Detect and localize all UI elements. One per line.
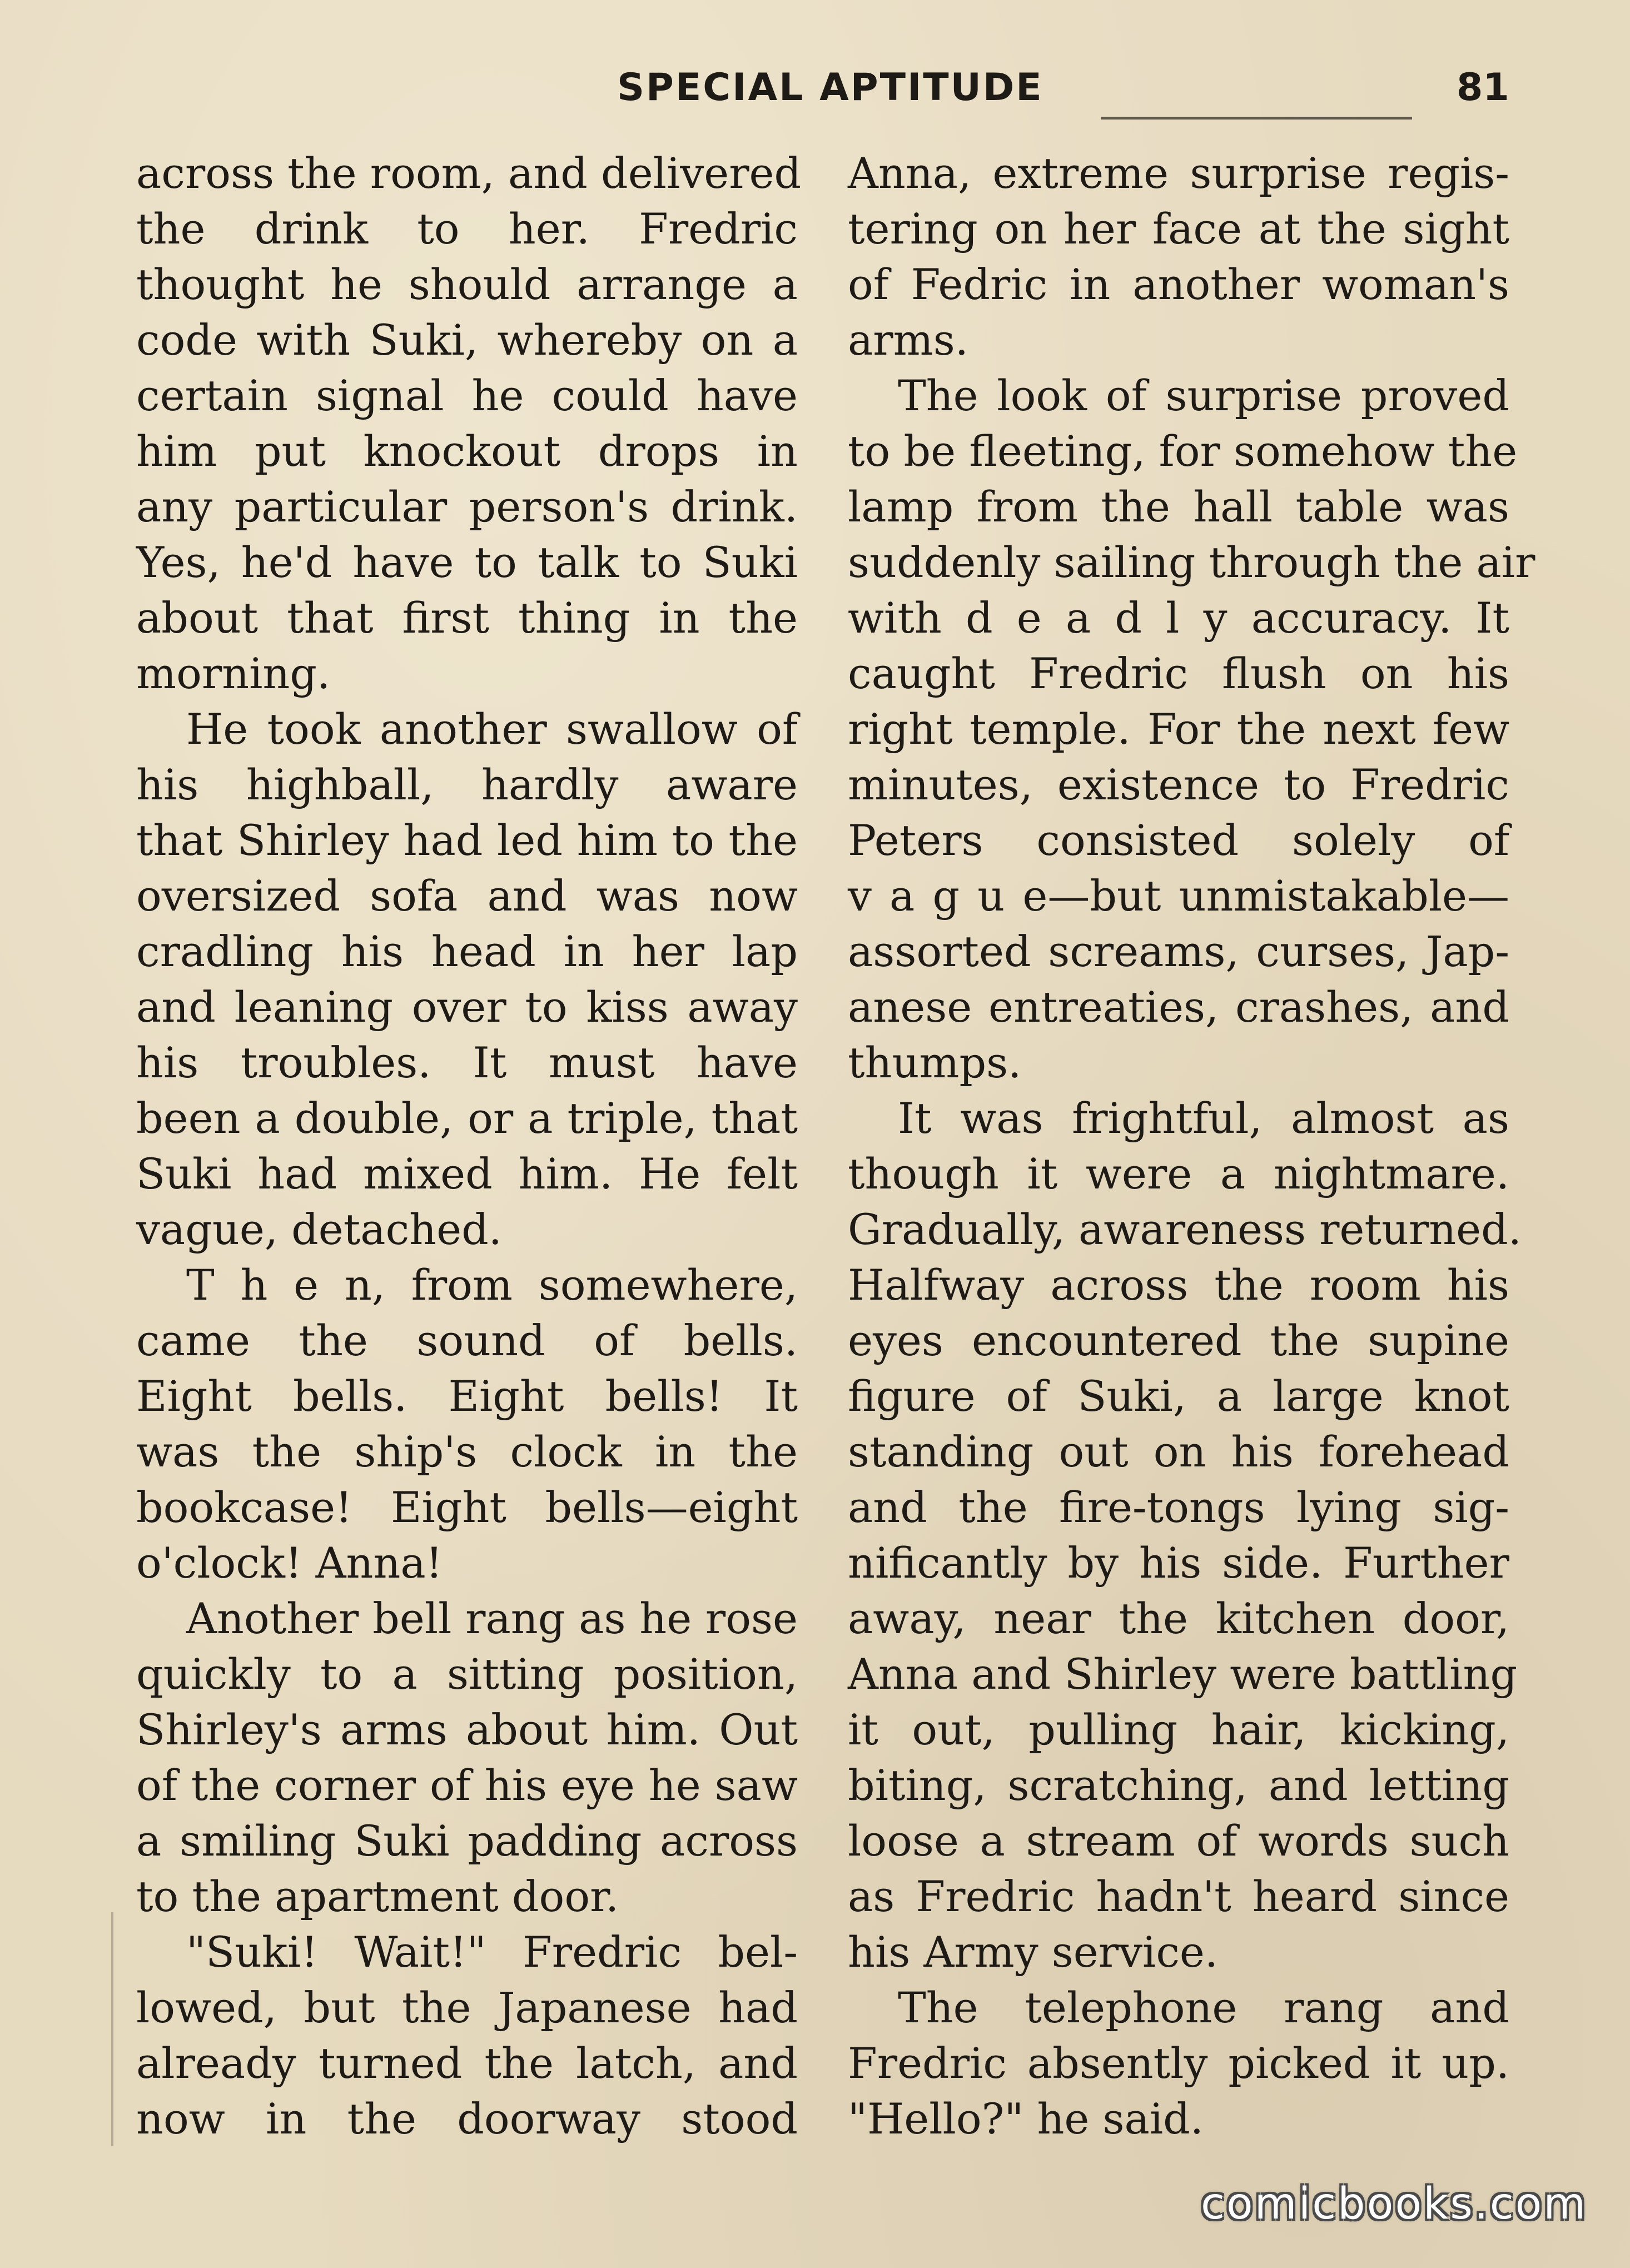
text-line: Peters consisted solely of xyxy=(848,815,1509,865)
text-line: lowed, but the Japanese had xyxy=(136,1983,798,2032)
text-line: Suki had mixed him. He felt xyxy=(136,1149,798,1198)
text-line: "Suki! Wait!" Fredric bel- xyxy=(186,1927,798,1977)
text-line: The telephone rang and xyxy=(898,1983,1509,2032)
text-line: Anna and Shirley were battling xyxy=(848,1649,1518,1699)
text-line: though it were a nightmare. xyxy=(848,1149,1509,1198)
text-line: o'clock! Anna! xyxy=(136,1538,443,1588)
text-line: nificantly by his side. Further xyxy=(848,1538,1509,1588)
text-line: Another bell rang as he rose xyxy=(186,1594,798,1643)
text-line: anese entreaties, crashes, and xyxy=(848,982,1509,1032)
text-line: thought he should arrange a xyxy=(136,260,798,309)
text-line: suddenly sailing through the air xyxy=(848,538,1535,587)
text-line: vague, detached. xyxy=(136,1205,502,1254)
text-line: thumps. xyxy=(848,1038,1022,1087)
text-line: about that first thing in the xyxy=(136,593,798,643)
text-line: eyes encountered the supine xyxy=(848,1316,1509,1365)
text-line: of the corner of his eye he saw xyxy=(136,1760,798,1810)
text-line: oversized sofa and was now xyxy=(136,871,798,921)
text-line: the drink to her. Fredric xyxy=(136,204,798,253)
text-line: cradling his head in her lap xyxy=(136,927,798,976)
text-line: tering on her face at the sight xyxy=(848,204,1509,253)
gutter-mark xyxy=(111,1912,113,2146)
text-line: bookcase! Eight bells—eight xyxy=(136,1483,798,1532)
text-line: Shirley's arms about him. Out xyxy=(136,1705,798,1754)
text-line: already turned the latch, and xyxy=(136,2038,798,2088)
text-line: certain signal he could have xyxy=(136,371,798,420)
text-line: that Shirley had led him to the xyxy=(136,815,798,865)
text-line: It was frightful, almost as xyxy=(898,1093,1509,1143)
text-line: came the sound of bells. xyxy=(136,1316,798,1365)
text-line: with d e a d l y accuracy. It xyxy=(848,593,1509,643)
text-line: to be fleeting, for somehow the xyxy=(848,426,1518,476)
text-line: Gradually, awareness returned. xyxy=(848,1205,1522,1254)
text-line: figure of Suki, a large knot xyxy=(848,1371,1509,1421)
text-line: Yes, he'd have to talk to Suki xyxy=(136,538,798,587)
text-line: right temple. For the next few xyxy=(848,704,1509,754)
text-line: minutes, existence to Fredric xyxy=(848,760,1509,809)
text-line: morning. xyxy=(136,649,331,698)
text-line: standing out on his forehead xyxy=(848,1427,1509,1476)
page-number: 81 xyxy=(1457,66,1509,110)
text-line: his troubles. It must have xyxy=(136,1038,798,1087)
text-line: Eight bells. Eight bells! It xyxy=(136,1371,798,1421)
right-column xyxy=(848,146,1535,2147)
text-line: his highball, hardly aware xyxy=(136,760,798,809)
text-line: He took another swallow of xyxy=(186,704,798,754)
text-line: "Hello?" he said. xyxy=(848,2094,1204,2143)
text-line: loose a stream of words such xyxy=(848,1816,1509,1866)
text-line: Anna, extreme surprise regis- xyxy=(848,148,1509,198)
text-line: been a double, or a triple, that xyxy=(136,1093,798,1143)
site-watermark: comicbooks.com xyxy=(1201,2179,1588,2229)
text-line: across the room, and delivered xyxy=(136,148,802,198)
text-line: now in the doorway stood xyxy=(136,2094,798,2143)
text-line: him put knockout drops in xyxy=(136,426,798,476)
text-line: and the fire-tongs lying sig- xyxy=(848,1483,1509,1532)
text-line: v a g u e—but unmistakable— xyxy=(848,871,1509,921)
text-line: code with Suki, whereby on a xyxy=(136,315,798,365)
text-line: Fredric absently picked it up. xyxy=(848,2038,1509,2088)
running-header: SPECIAL APTITUDE xyxy=(617,66,1043,110)
text-line: and leaning over to kiss away xyxy=(136,982,798,1032)
text-line: assorted screams, curses, Jap- xyxy=(848,927,1509,976)
text-line: was the ship's clock in the xyxy=(136,1427,798,1476)
text-line: a smiling Suki padding across xyxy=(136,1816,798,1866)
text-line: biting, scratching, and letting xyxy=(848,1760,1509,1810)
text-line: of Fedric in another woman's xyxy=(848,260,1509,309)
text-line: away, near the kitchen door, xyxy=(848,1594,1509,1643)
text-line: it out, pulling hair, kicking, xyxy=(848,1705,1509,1754)
text-line: to the apartment door. xyxy=(136,1872,619,1921)
text-line: caught Fredric flush on his xyxy=(848,649,1509,698)
header-rule xyxy=(1101,117,1412,120)
text-line: T h e n, from somewhere, xyxy=(186,1260,798,1310)
text-line: lamp from the hall table was xyxy=(848,482,1509,531)
text-line: any particular person's drink. xyxy=(136,482,798,531)
text-line: his Army service. xyxy=(848,1927,1219,1977)
text-line: arms. xyxy=(848,315,968,365)
text-line: as Fredric hadn't heard since xyxy=(848,1872,1509,1921)
text-line: Halfway across the room his xyxy=(848,1260,1509,1310)
text-line: quickly to a sitting position, xyxy=(136,1649,798,1699)
text-line: The look of surprise proved xyxy=(898,371,1509,420)
left-column xyxy=(136,146,802,2147)
